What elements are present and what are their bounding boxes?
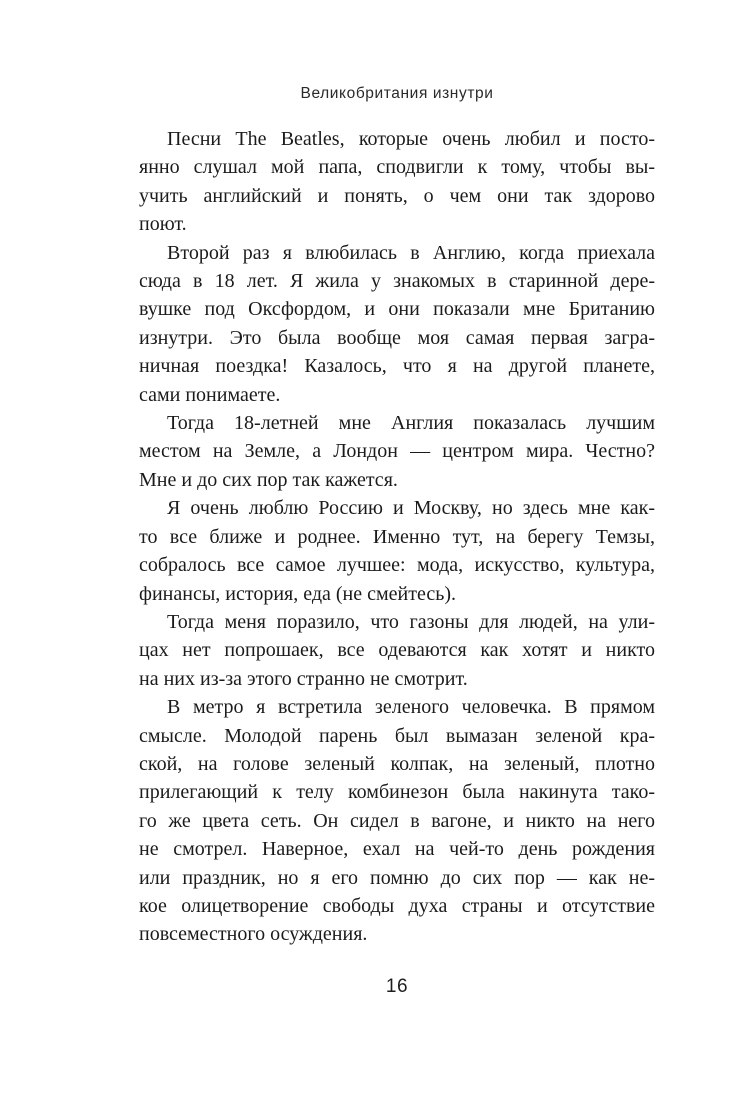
text-line: собралось все самое лучшее: мода, искусство, культура, bbox=[139, 554, 655, 577]
text-line: ской, на голове зеленый колпак, на зеленый, плотно bbox=[139, 752, 655, 775]
text-line: прилегающий к телу комбинезон была накинута тако- bbox=[139, 781, 655, 804]
text-line: Тогда 18-летней мне Англия показалась лучшим bbox=[167, 412, 655, 435]
text-line: Я очень люблю Россию и Москву, но здесь мне как- bbox=[167, 497, 655, 520]
text-line: Тогда меня поразило, что газоны для людей, на ули- bbox=[167, 610, 655, 633]
text-line: Мне и до сих пор так кажется. bbox=[139, 468, 398, 491]
text-line: Второй раз я влюбилась в Англию, когда приехала bbox=[167, 241, 655, 264]
text-block bbox=[139, 125, 655, 949]
text-line: янно слушал мой папа, сподвигли к тому, чтобы вы- bbox=[139, 156, 655, 179]
text-line: кое олицетворение свободы духа страны и отсутствие bbox=[139, 894, 655, 917]
text-line: повсеместного осуждения. bbox=[139, 923, 368, 946]
text-line: изнутри. Это была вообще моя самая первая загра- bbox=[139, 326, 655, 349]
paragraph bbox=[139, 608, 655, 693]
text-line: местом на Земле, а Лондон — центром мира. Честно? bbox=[139, 440, 655, 463]
paragraph bbox=[139, 693, 655, 949]
text-line: сюда в 18 лет. Я жила у знакомых в старинной дере- bbox=[139, 270, 655, 293]
paragraph bbox=[139, 239, 655, 409]
text-line: Песни The Beatles, которые очень любил и посто- bbox=[167, 128, 655, 150]
text-line: ничная поездка! Казалось, что я на другой планете, bbox=[139, 355, 655, 378]
paragraph bbox=[139, 494, 655, 608]
text-line: сами понимаете. bbox=[139, 383, 281, 406]
text-line: то все ближе и роднее. Именно тут, на берегу Темзы, bbox=[139, 525, 655, 548]
text-line: поют. bbox=[139, 213, 187, 236]
paragraph bbox=[139, 125, 655, 239]
text-line: смысле. Молодой парень был вымазан зеленой кра- bbox=[139, 724, 655, 747]
paragraph bbox=[139, 409, 655, 494]
text-line: вушке под Оксфордом, и они показали мне Британию bbox=[139, 298, 655, 321]
text-line: не смотрел. Наверное, ехал на чей-то день рождения bbox=[139, 838, 655, 861]
text-line: финансы, история, еда (не смейтесь). bbox=[139, 582, 457, 605]
text-line: В метро я встретила зеленого человечка. В прямом bbox=[167, 696, 655, 719]
page-number: 16 bbox=[385, 976, 409, 997]
text-line: на них из-за этого странно не смотрит. bbox=[139, 667, 468, 690]
text-line: или праздник, но я его помню до сих пор — как не- bbox=[139, 866, 655, 889]
text-line: учить английский и понять, о чем они так здорово bbox=[139, 184, 655, 207]
running-head: Великобритания изнутри bbox=[300, 85, 494, 102]
text-line: цах нет попрошаек, все одеваются как хотят и никто bbox=[139, 639, 655, 662]
text-line: го же цвета сеть. Он сидел в вагоне, и никто на него bbox=[139, 809, 655, 832]
